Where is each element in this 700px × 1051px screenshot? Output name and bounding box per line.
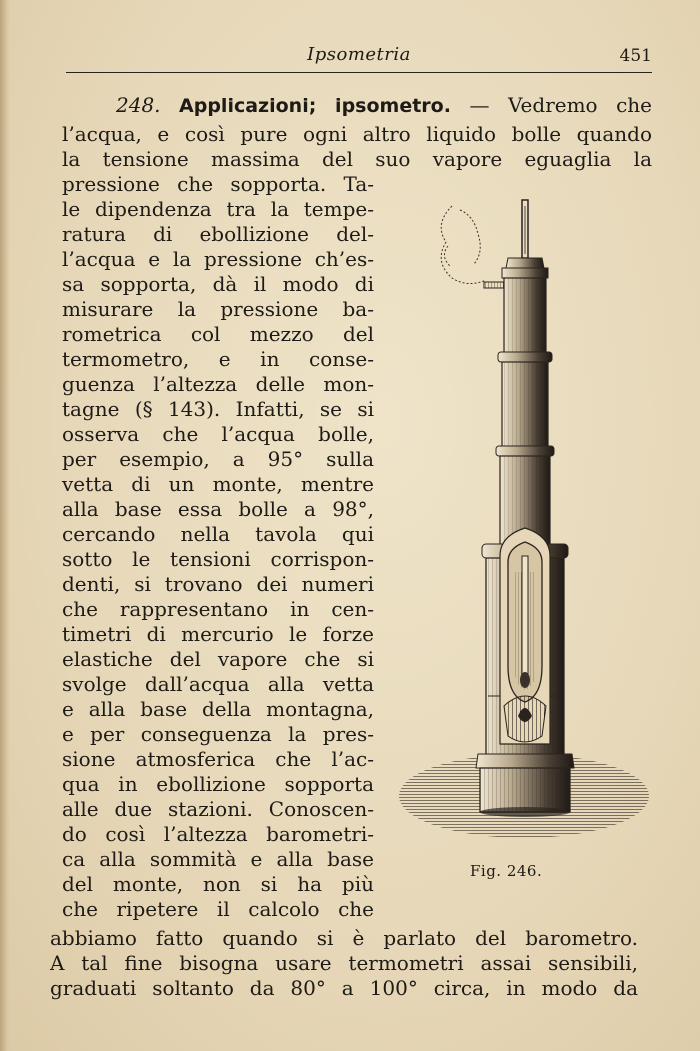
text-line: abbiamo fatto quando si è parlato del barometro.	[50, 926, 638, 950]
text-line: che rappresentano in cen-	[62, 597, 374, 621]
text-line: alla base essa bolle a 98°,	[62, 497, 374, 521]
text-line: e per conseguenza la pres-	[62, 722, 374, 746]
text-line: qua in ebollizione sopporta	[62, 772, 374, 796]
text-line: del monte, non si ha più	[62, 872, 374, 896]
text-line: ratura di ebollizione del-	[62, 222, 374, 246]
text-line: e alla base della montagna,	[62, 697, 374, 721]
text-line: ca alla sommità e alla base	[62, 847, 374, 871]
text-line: — Vedremo che	[450, 93, 653, 117]
text-line: do così l’altezza barometri-	[62, 822, 374, 846]
text-line: che ripetere il calcolo che	[62, 897, 374, 921]
header-rule	[66, 72, 652, 73]
section-title: Applicazioni; ipsometro.	[179, 95, 451, 117]
text-line: la tensione massima del suo vapore eguaglia la	[62, 147, 652, 171]
figure-caption: Fig. 246.	[470, 862, 543, 880]
text-line: rometrica col mezzo del	[62, 322, 374, 346]
text-line: tagne (§ 143). Infatti, se si	[62, 397, 374, 421]
text-line: termometro, e in conse-	[62, 347, 374, 371]
text-line: alle due stazioni. Conoscen-	[62, 797, 374, 821]
running-title: Ipsometria	[307, 44, 411, 65]
section-heading-line	[116, 93, 652, 118]
text-line: denti, si trovano dei numeri	[62, 572, 374, 596]
text-line: A tal fine bisogna usare termometri assai sensibili,	[50, 951, 638, 975]
text-line: elastiche del vapore che si	[62, 647, 374, 671]
text-line: sa sopporta, dà il modo di	[62, 272, 374, 296]
text-line: vetta di un monte, mentre	[62, 472, 374, 496]
hypsometer-illustration	[392, 196, 654, 856]
running-head	[66, 40, 652, 68]
text-line: l’acqua e la pressione ch’es-	[62, 247, 374, 271]
text-line: le dipendenza tra la tempe-	[62, 197, 374, 221]
text-line: osserva che l’acqua bolle,	[62, 422, 374, 446]
page-number: 451	[619, 46, 652, 66]
text-line: timetri di mercurio le forze	[62, 622, 374, 646]
text-line: misurare la pressione ba-	[62, 297, 374, 321]
text-line: guenza l’altezza delle mon-	[62, 372, 374, 396]
text-line: sotto le tensioni corrispon-	[62, 547, 374, 571]
text-line: l’acqua, e così pure ogni altro liquido bolle quando	[62, 122, 652, 146]
text-line: per esempio, a 95° sulla	[62, 447, 374, 471]
hypsometer-drawing	[392, 196, 654, 856]
text-line: cercando nella tavola qui	[62, 522, 374, 546]
section-number: 248.	[116, 93, 161, 117]
text-line: sione atmosferica che l’ac-	[62, 747, 374, 771]
page-binding-edge	[0, 0, 10, 1051]
text-line: graduati soltanto da 80° a 100° circa, in modo da	[50, 976, 638, 1000]
text-line: pressione che sopporta. Ta-	[62, 172, 374, 196]
text-line: svolge dall’acqua alla vetta	[62, 672, 374, 696]
